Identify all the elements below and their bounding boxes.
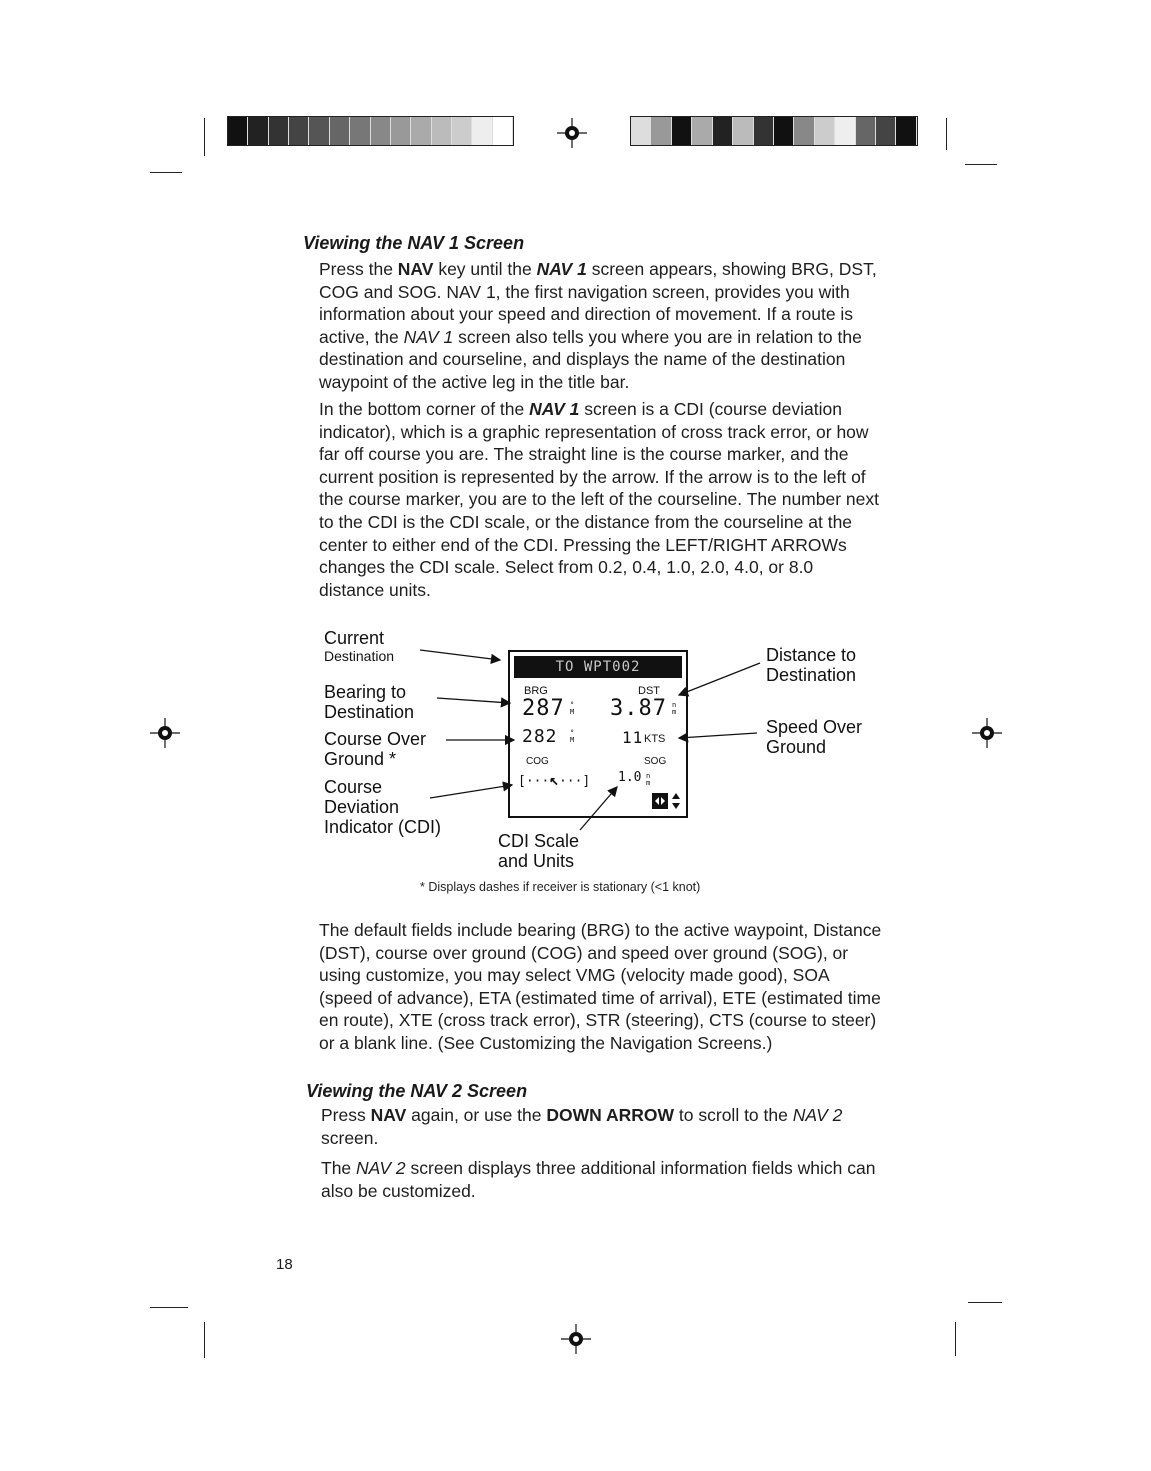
label-course-over-ground: Course Over Ground * [324, 729, 427, 769]
lcd-cdi-bar: [···↖···] [518, 770, 591, 789]
lcd-brg-label: BRG [524, 685, 548, 697]
cdi-arrow-icon: ↖ [549, 770, 559, 789]
paragraph-default-fields: The default fields include bearing (BRG) to the active waypoint, Distance (DST), course over ground (COG) and speed over ground (SOG), or using customize, you may select VMG (velocity made good), SOA (speed of advance), ETA (estimated time of arrival), ETE (estimated time en route), XTE (cross track error), STR (steering), CTS (course to steer) or a blank line. (See Customizing the Navigation Screens.) [319, 920, 882, 1053]
paragraph-nav2-fields: The NAV 2 screen displays three additional information fields which can also be customized. [321, 1158, 876, 1201]
lcd-sog-label: SOG [644, 756, 667, 767]
lcd-dst-value: 3.87 [610, 696, 667, 721]
lcd-cog-value: 282 [522, 726, 558, 747]
paragraph-nav1-intro: Press the NAV key until the NAV 1 screen appears, showing BRG, DST, COG and SOG. NAV 1, the first navigation screen, provides you with information about your speed and direction of movement. If a route is active, the NAV 1 screen also tells you where you are in relation to the destination and courseline, and displays the name of the destination waypoint of the active leg in the title bar. [319, 259, 877, 392]
label-speed-over-ground: Speed Over Ground [766, 717, 863, 757]
label-bearing: Bearing to Destination [324, 682, 415, 722]
lcd-sog-unit: KTS [644, 733, 666, 745]
lcd-cdi-scale: 1.0 [618, 770, 642, 785]
lcd-cog-label: COG [526, 756, 549, 767]
label-current-destination: Current Destination [324, 628, 395, 664]
lcd-brg-unit: ° M [570, 701, 575, 716]
lcd-title-bar: TO WPT002 [514, 656, 682, 678]
label-distance: Distance to Destination [766, 645, 857, 685]
lcd-cdi-unit: n m [646, 772, 651, 787]
figure-footnote: * Displays dashes if receiver is stationary (<1 knot) [420, 880, 701, 894]
section-heading-nav2: Viewing the NAV 2 Screen [306, 1081, 528, 1101]
lcd-dst-unit: n m [672, 701, 677, 716]
page-number: 18 [276, 1256, 293, 1273]
paragraph-nav2-intro: Press NAV again, or use the DOWN ARROW to scroll to the NAV 2 screen. [321, 1105, 843, 1148]
lcd-sog-value: 11 [622, 728, 644, 747]
lcd-dst-label: DST [638, 685, 660, 697]
lcd-cog-unit: ° M [570, 729, 575, 744]
label-cdi-scale: CDI Scale and Units [498, 831, 580, 871]
paragraph-cdi-description: In the bottom corner of the NAV 1 screen is a CDI (course deviation indicator), which is a graphic representation of cross track error, or how far off course you are. The straight line is the course marker, and the current position is represented by the arrow. If the arrow is to the left of the course marker, you are to the left of the courseline. The number next to the CDI is the CDI scale, or the distance from the courseline at the center to either end of the CDI. Pressing the LEFT/RIGHT ARROWs changes the CDI scale. Select from 0.2, 0.4, 1.0, 2.0, 4.0, or 8.0 distance units. [319, 399, 879, 600]
lcd-brg-value: 287 [522, 696, 565, 721]
section-heading-nav1: Viewing the NAV 1 Screen [303, 233, 525, 253]
label-cdi: Course Deviation Indicator (CDI) [324, 777, 442, 837]
